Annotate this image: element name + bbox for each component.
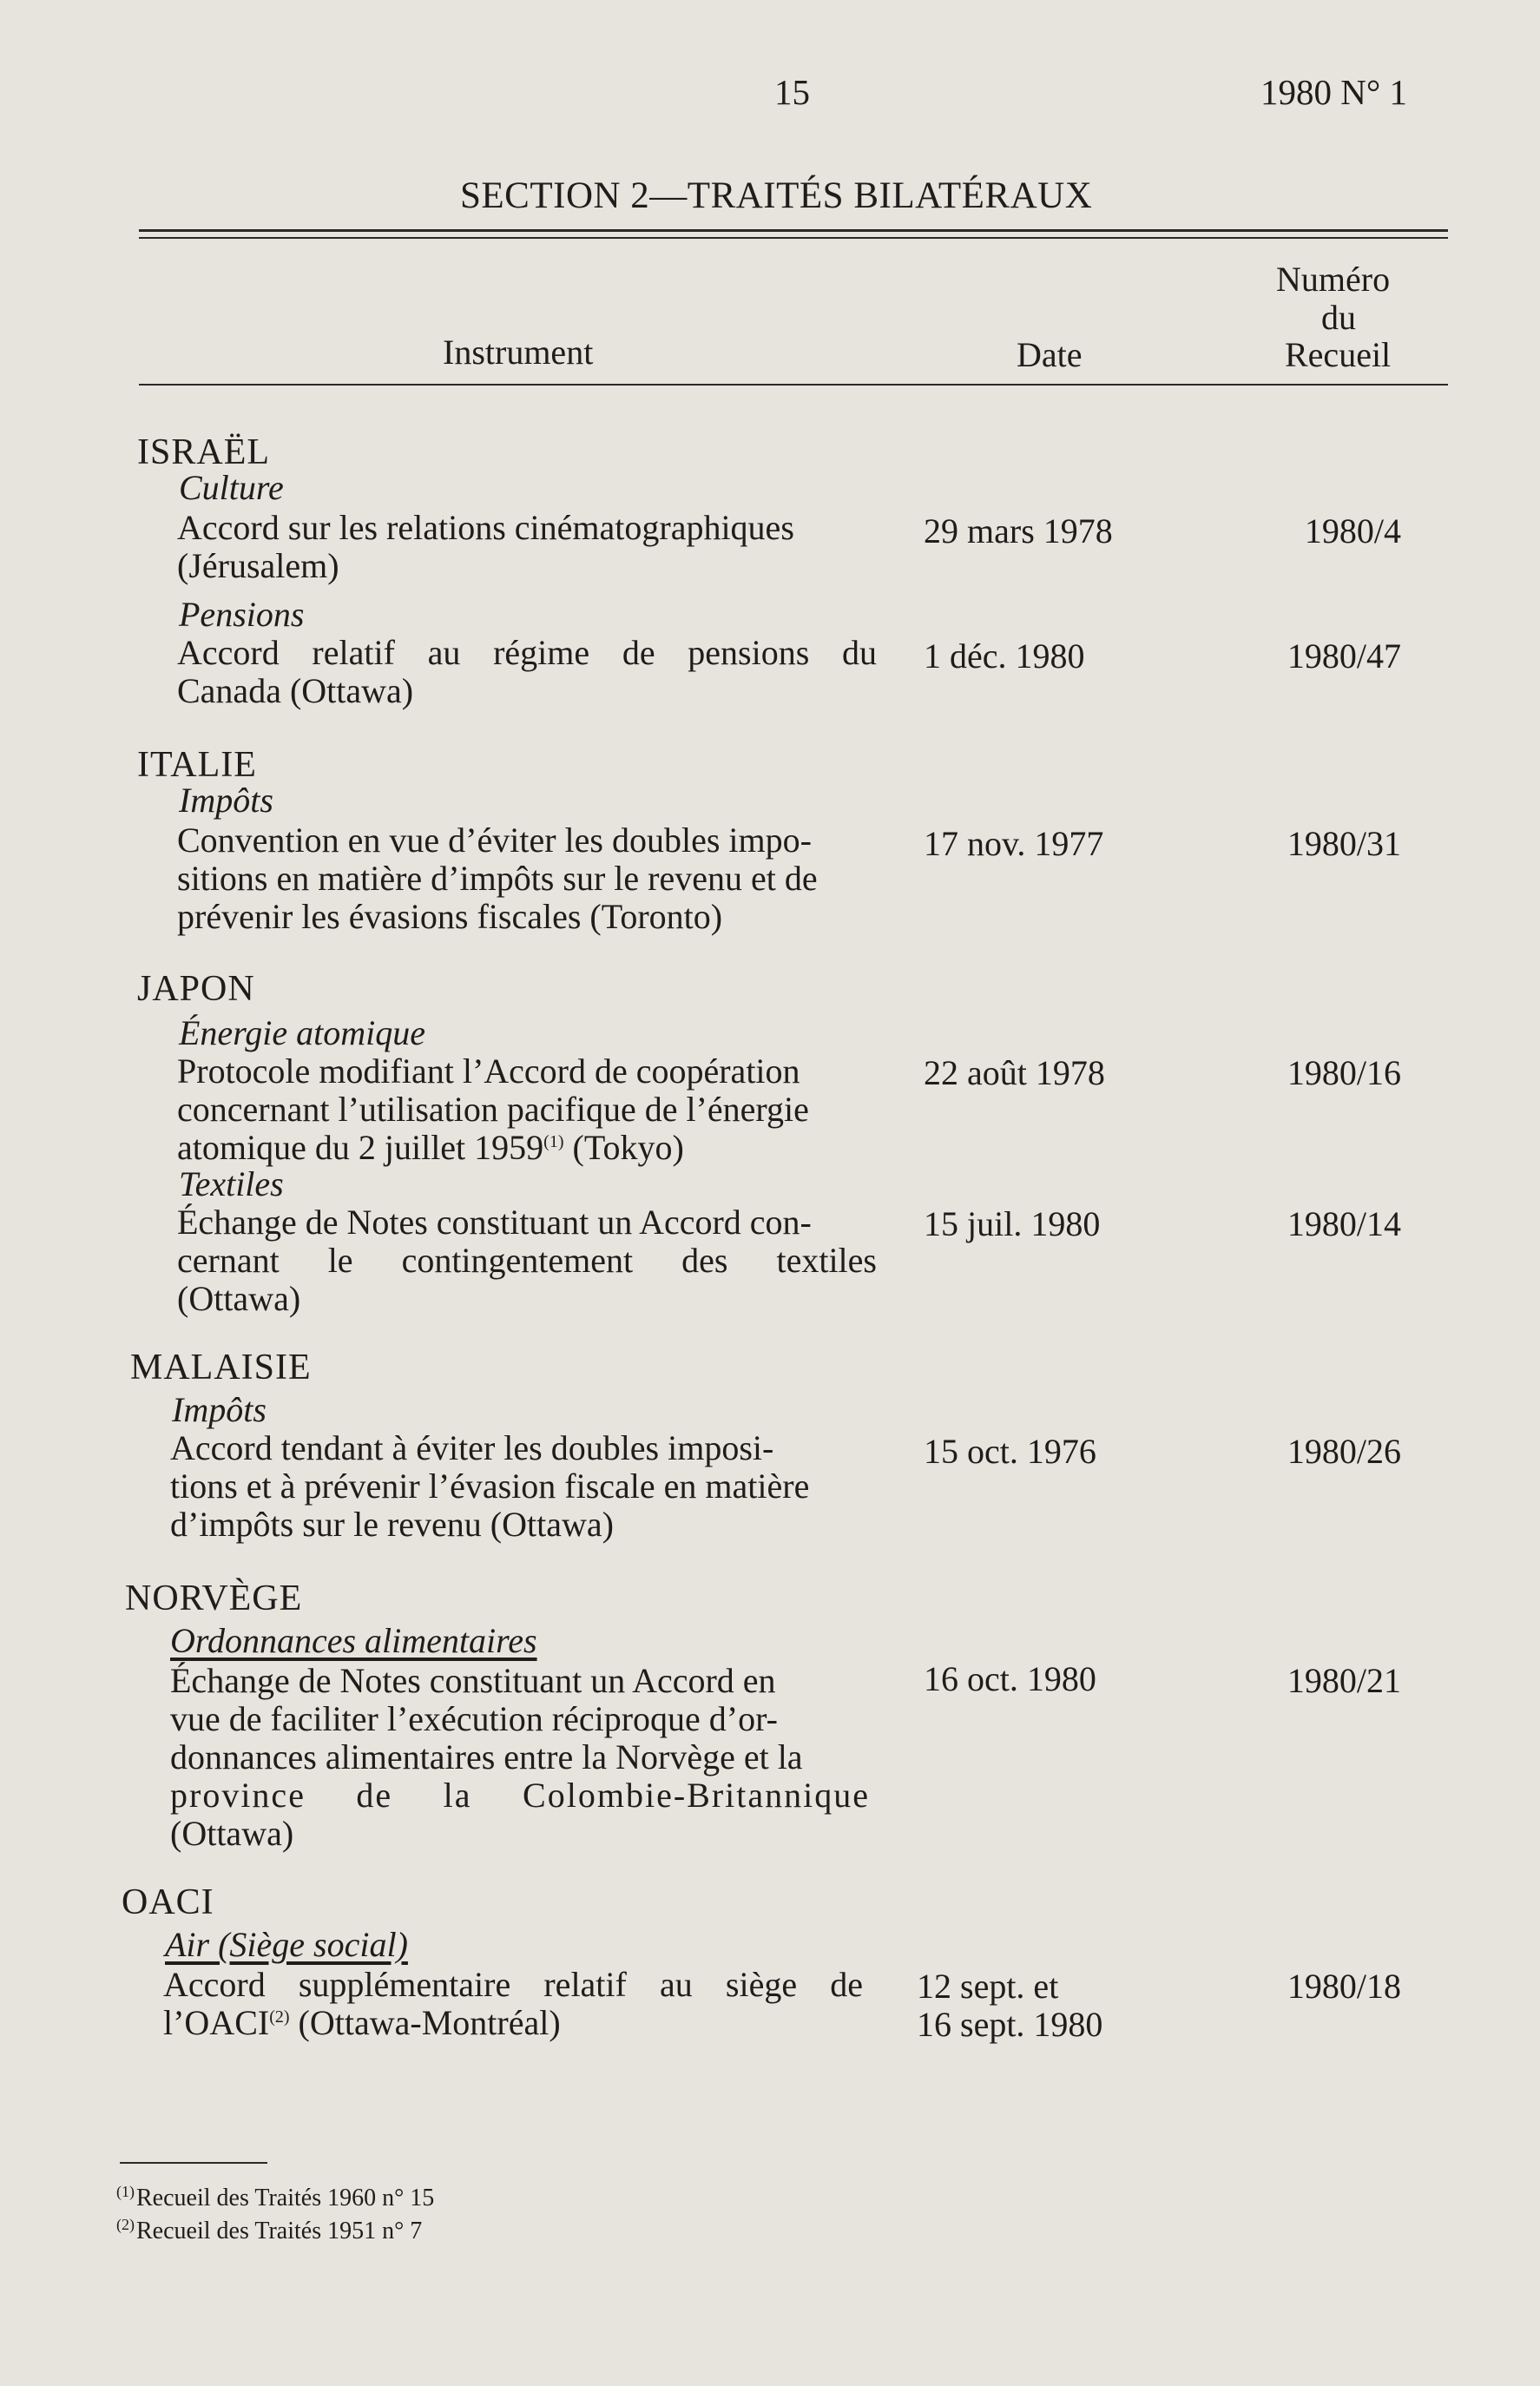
treaty-number: 1980/26 <box>1287 1432 1401 1471</box>
category-heading: Culture <box>179 468 284 507</box>
treaty-date: 15 juil. 1980 <box>924 1204 1101 1243</box>
treaty-number: 1980/21 <box>1287 1661 1401 1700</box>
treaty-date: 1 déc. 1980 <box>924 636 1085 676</box>
instrument-description: Accord supplémentaire relatif au siège de l’OACI$^{(2)}$ (Ottawa-Montréal) <box>163 1965 863 2042</box>
page-number: 15 <box>774 72 810 112</box>
header-rule <box>139 384 1448 386</box>
category-heading: Ordonnances alimentaires <box>170 1621 537 1660</box>
title-rule-top <box>139 229 1448 232</box>
treaty-number: 1980/31 <box>1287 824 1401 863</box>
instrument-description: Accord tendant à éviter les doubles imposi- tions et à prévenir l’évasion fiscale en matière d’impôts sur le revenu (Ottawa) <box>170 1428 810 1544</box>
footnote: $^{(1)}$Recueil des Traités 1960 n° 15 <box>116 2183 435 2211</box>
footnote-reference: (1) <box>543 1132 564 1151</box>
column-header-instrument: Instrument <box>443 333 594 372</box>
footnote-reference: (2) <box>269 2007 290 2027</box>
footnote-rule <box>120 2162 267 2164</box>
country-heading: MALAISIE <box>130 1348 312 1387</box>
country-heading: JAPON <box>137 969 255 1009</box>
category-heading: Énergie atomique <box>179 1013 426 1052</box>
category-heading: Textiles <box>179 1164 284 1203</box>
issue-label: 1980 N° 1 <box>1260 72 1408 112</box>
instrument-description: Échange de Notes constituant un Accord con- cernant le contingentement des textiles (Ottawa) <box>177 1203 877 1318</box>
country-heading: ISRAËL <box>137 432 270 472</box>
category-heading: Impôts <box>179 781 273 820</box>
instrument-description: Accord relatif au régime de pensions du Canada (Ottawa) <box>177 633 877 710</box>
column-header-date: Date <box>1017 335 1083 374</box>
treaty-number: 1980/47 <box>1287 636 1401 676</box>
treaty-date: 15 oct. 1976 <box>924 1432 1096 1471</box>
instrument-description: Accord sur les relations cinématographiques (Jérusalem) <box>177 508 794 585</box>
treaty-date: 16 oct. 1980 <box>924 1659 1096 1698</box>
treaty-number: 1980/14 <box>1287 1204 1401 1243</box>
treaty-number: 1980/4 <box>1304 511 1401 550</box>
country-heading: ITALIE <box>137 745 257 785</box>
country-heading: OACI <box>122 1882 214 1922</box>
treaty-date: 29 mars 1978 <box>924 511 1113 550</box>
footnote: $^{(2)}$Recueil des Traités 1951 n° 7 <box>116 2216 423 2244</box>
category-heading: Air (Siège social) <box>165 1925 408 1964</box>
instrument-description: Convention en vue d’éviter les doubles impo- sitions en matière d’impôts sur le revenu et de prévenir les évasions fiscales (Toronto) <box>177 821 818 936</box>
country-heading: NORVÈGE <box>125 1579 303 1618</box>
column-header-numero-line2: du <box>1321 298 1356 337</box>
column-header-numero-line1: Numéro <box>1276 260 1391 299</box>
section-title: SECTION 2—TRAITÉS BILATÉRAUX <box>460 175 1093 216</box>
treaty-number: 1980/18 <box>1287 1967 1401 2006</box>
treaty-date: 22 août 1978 <box>924 1053 1105 1092</box>
title-rule-bottom <box>139 237 1448 239</box>
instrument-description: Échange de Notes constituant un Accord en vue de faciliter l’exécution réciproque d’or- donnances alimentaires entre la Norvège et la province de la Colombie-Britannique (Ottawa) <box>170 1661 870 1853</box>
treaty-number: 1980/16 <box>1287 1053 1401 1092</box>
instrument-description: Protocole modifiant l’Accord de coopération concernant l’utilisation pacifique de l’énergie atomique du 2 juillet 1959$^{(1)}$ (Tokyo) <box>177 1051 809 1167</box>
treaty-date: 17 nov. 1977 <box>924 824 1104 863</box>
category-heading: Impôts <box>172 1390 267 1429</box>
category-heading: Pensions <box>179 595 305 634</box>
treaty-date: 12 sept. et 16 sept. 1980 <box>917 1967 1103 2044</box>
column-header-numero-line3: Recueil <box>1285 335 1392 374</box>
